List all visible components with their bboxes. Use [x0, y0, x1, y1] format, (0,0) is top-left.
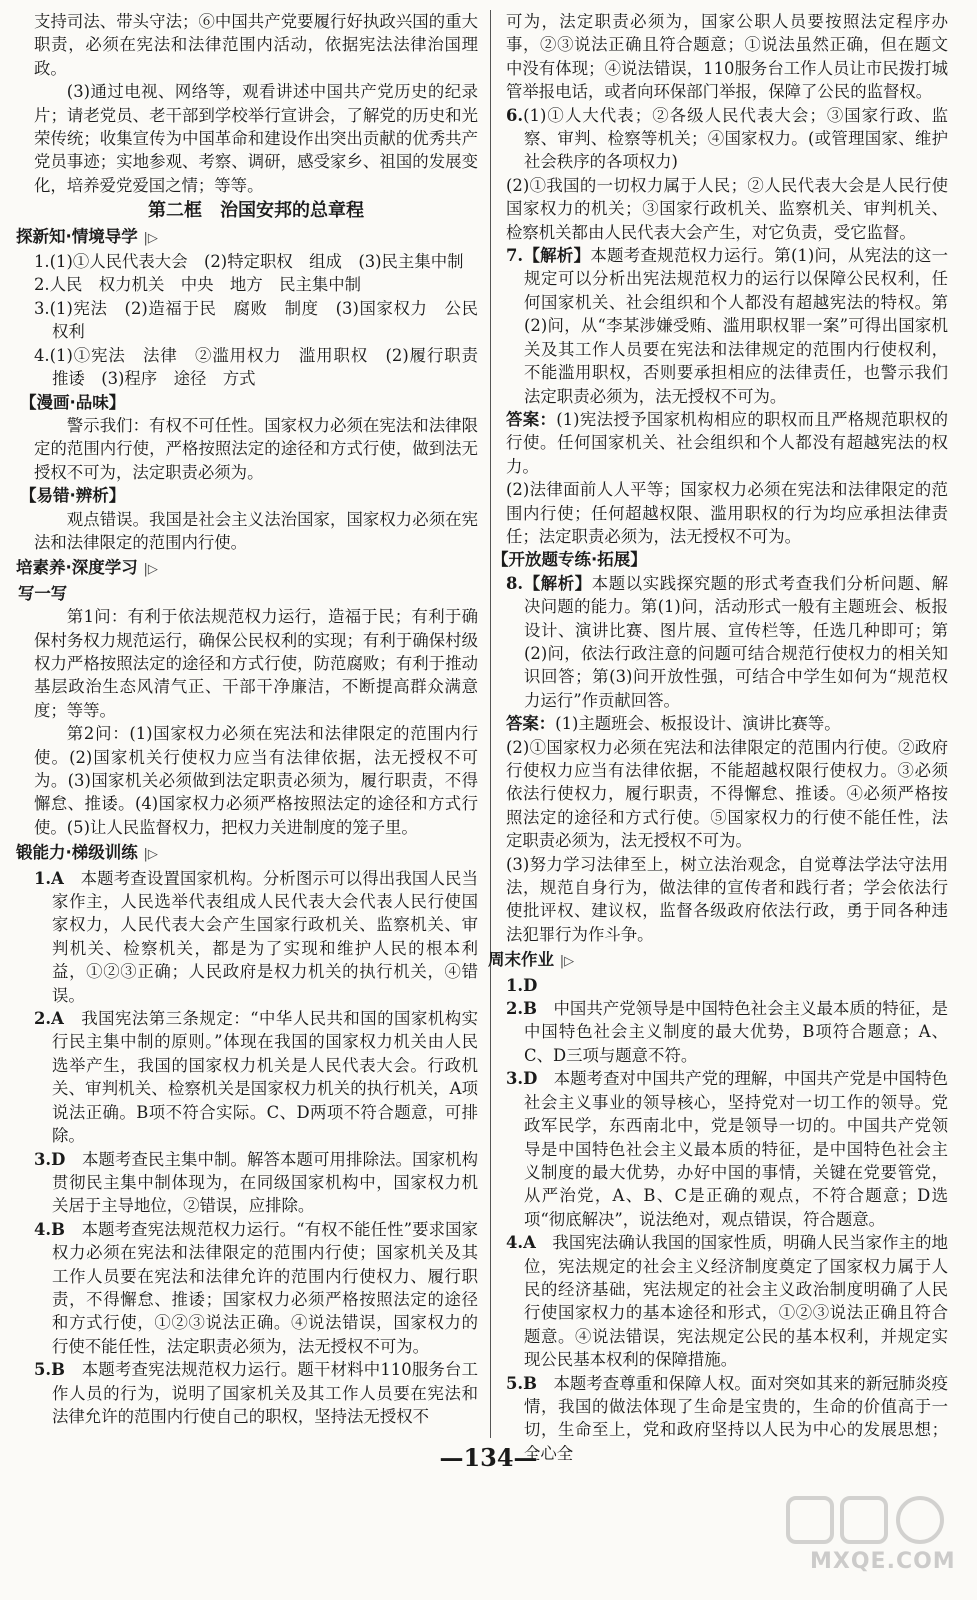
- paragraph: 第1问：有利于依法规范权力运行，造福于民；有利于确保村务权力规范运行，确保公民权利的实现；有利于确保村级权力严格按照法定的途径和方式行使，防范腐败；有利于推动基层政治生态风清气正、干部干净廉洁，不断提高群众满意度；等等。: [34, 607, 478, 720]
- answer-number: 1.A: [34, 868, 64, 888]
- answer-number: 7.: [506, 246, 524, 266]
- answer-number: 4.A: [506, 1233, 536, 1253]
- arrow-icon: |▷: [143, 230, 158, 246]
- paragraph: (3)通过电视、网络等，观看讲述中国共产党历史的纪录片；请老党员、老干部到学校举行宣讲会，了解党的历史和光荣传统；收集宣传为中国革命和建设作出突出贡献的优秀共产党员事迹；实地参观、考察、调研，感受家乡、祖国的发展变化，培养爱党爱国之情；等等。: [34, 82, 478, 195]
- right-column: [488, 10, 949, 1465]
- answer-number: 5.B: [506, 1373, 537, 1393]
- analysis-tag: 【解析】: [523, 246, 591, 266]
- answer-item: [506, 1231, 948, 1371]
- answer-item: [34, 1218, 478, 1358]
- answer-text: 本题考查设置国家机构。分析图示可以得出我国人民当家作主，人民选举代表组成人民代表大会代表人民行使国家权力，人民代表大会产生国家行政机关、监察机关、审判机关、检察机关，都是为了实现和维护人民的根本利益，①②③正确；人民政府是权力机关的执行机关，④错误。: [52, 868, 479, 1005]
- page-number: —134—: [439, 1443, 538, 1472]
- arrow-icon: |▷: [143, 847, 158, 863]
- answer-number: 3.D: [34, 1149, 66, 1169]
- section-heading-text: 周末作业: [488, 950, 554, 970]
- answer-number: 4.B: [34, 1219, 65, 1239]
- answer-item: [34, 867, 478, 1007]
- paragraph: (2)①国家权力必须在宪法和法律限定的范围内行使。②政府行使权力应当有法律依据，不能超越权限行使权力。③必须依法行使权力，履行职责，不得懈怠、推诿。④必须严格按照法定的途径和方式行使。⑤国家权力的行使不能任性，法定职责必须为，法无授权不可为。: [506, 737, 948, 851]
- answer-number: 2.B: [506, 999, 537, 1019]
- paragraph: 支持司法、带头守法；⑥中国共产党要履行好执政兴国的重大职责，必须在宪法和法律范围内活动，依据宪法法律治国理政。: [34, 12, 478, 78]
- answer-text: (1)①人大代表；②各级人民代表大会；③国家行政、监察、审判、检察等机关；④国家权力。(或管理国家、维护社会秩序的各项权力): [523, 105, 948, 172]
- paragraph: [506, 712, 948, 735]
- answer-text: (1)主题班会、板报设计、演讲比赛等。: [555, 714, 841, 734]
- answer-item: [506, 104, 948, 174]
- sub-heading: 写一写: [18, 583, 68, 603]
- column-divider: [490, 10, 491, 1438]
- section-heading: [16, 556, 478, 581]
- list-item: 4.(1)①宪法 法律 ②滥用权力 滥用职权 (2)履行职责 推诿 (3)程序 途径 方式: [34, 345, 495, 389]
- watermark-text: MXQE.COM: [810, 1549, 956, 1574]
- answer-text: 本题以实践探究题的形式考查我们分析问题、解决问题的能力。第(1)问，活动形式一般有主题班会、板报设计、演讲比赛、图片展、宣传栏等，任选几种即可；第(2)问，依法行政注意的问题可结合规范行使权力的相关知识回答；第(3)问开放性强，可结合中学生如何为“规范权力运行”作贡献回答。: [524, 573, 949, 710]
- paragraph: (3)努力学习法律至上，树立法治观念，自觉尊法学法守法用法，规范自身行为，做法律的宣传者和践行者；学会依法行使批评权、建议权，监督各级政府依法行政，勇于同各种违法犯罪行为作斗争。: [506, 854, 948, 944]
- answer-text: 本题考查宪法规范权力运行。题干材料中110服务台工作人员的行为，说明了国家机关及其工作人员要在宪法和法律允许的范围内行使自己的职权，坚持法无授权不: [52, 1360, 478, 1426]
- answer-text: (1)宪法授予国家机构相应的职权而且严格规范职权的行使。任何国家机关、社会组织和个人都没有超越宪法的权力。: [506, 409, 949, 476]
- paragraph: (2)①我国的一切权力属于人民；②人民代表大会是人民行使国家权力的机关；③国家行政机关、监察机关、审判机关、检察机关都由人民代表大会产生，对它负责，受它监督。: [506, 175, 948, 242]
- arrow-icon: |▷: [559, 954, 575, 970]
- bracket-heading: 【漫画·品味】: [20, 392, 126, 412]
- answer-text: 我国宪法第三条规定：“中华人民共和国的国家机构实行民主集中制的原则。”体现在我国的国家权力机关由人民选举产生，我国的国家权力机关是人民代表大会。行政机关、审判机关、检察机关是国家权力机关的执行机关，A项说法正确。B项不符合实际。C、D两项不符合题意，可排除。: [52, 1009, 478, 1146]
- answer-label: 答案：: [506, 714, 556, 734]
- list-item: 2.人民 权力机关 中央 地方 民主集中制: [34, 275, 362, 295]
- section-title: 第二框 治国安邦的总章程: [148, 200, 364, 222]
- paragraph: 第2问：(1)国家权力必须在宪法和法律限定的范围内行使。(2)国家机关行使权力应当有法律依据，法无授权不可为。(3)国家机关必须做到法定职责必须为，履行职责，不得懈怠、推诿。(4)国家权力必须严格按照法定的途径和方式行使。(5)让人民监督权力，把权力关进制度的笼子里。: [34, 724, 478, 837]
- paragraph: 观点错误。我国是社会主义法治国家，国家权力必须在宪法和法律限定的范围内行使。: [34, 509, 478, 552]
- answer-item: [506, 572, 948, 712]
- answer-text: 本题考查对中国共产党的理解，中国共产党是中国特色社会主义事业的领导核心，坚持党对一切工作的领导。党政军民学，东西南北中，党是领导一切的。中国共产党领导是中国特色社会主义最本质的特征，是中国特色社会主义制度的最大优势，办好中国的事情，关键在党要管党，从严治党，A、B、C是正确的观点，不符合题意；D选项“彻底解决”，说法绝对，观点错误，符合题意。: [524, 1069, 949, 1229]
- section-heading-text: 培素养·深度学习: [16, 558, 138, 578]
- answer-text: 中国共产党领导是中国特色社会主义最本质的特征，是中国特色社会主义制度的最大优势，B项符合题意；A、C、D三项与题意不符。: [524, 999, 949, 1065]
- watermark-logo: [780, 1492, 970, 1582]
- answer-item: [34, 1358, 478, 1428]
- bracket-heading: 【易错·辨析】: [20, 486, 126, 506]
- answer-text: 本题考查宪法规范权力运行。“有权不能任性”要求国家权力必须在宪法和法律限定的范围内行使；国家机关及其工作人员要在宪法和法律允许的范围内行使权力、履行职责，不得懈怠、推诿；国家权力必须严格按照法定的途径和方式行使，①②③说法正确。④说法错误，国家权力的行使不能任性，法定职责必须为，法无授权不可为。: [52, 1219, 479, 1356]
- list-item: 3.(1)宪法 (2)造福于民 腐败 制度 (3)国家权力 公民权利: [34, 298, 478, 342]
- answer-number: 8.: [506, 573, 524, 593]
- answer-item: [506, 997, 948, 1067]
- section-heading-text: 探新知·情境导学: [16, 226, 138, 246]
- answer-item: [506, 1067, 948, 1231]
- answer-text: 本题考查尊重和保障人权。面对突如其来的新冠肺炎疫情，我国的做法体现了生命是宝贵的，生命的价值高于一切，生命至上，党和政府坚持以人民为中心的发展思想；全心全: [524, 1373, 949, 1463]
- paragraph: (2)法律面前人人平等；国家权力必须在宪法和法律限定的范围内行使；任何超越权限、滥用职权的行为均应承担法律责任；法定职责必须为，法无授权不可为。: [506, 480, 948, 546]
- section-heading: [488, 948, 948, 973]
- answer-number: 6.: [506, 105, 524, 125]
- answer-text: 本题考查规范权力运行。第(1)问，从宪法的这一规定可以分析出宪法规范权力的运行以保障公民权利，任何国家机关、社会组织和个人都没有超越宪法的特权。第(2)问，从“李某涉嫌受贿、滥用职权罪一案”可得出国家机关及其工作人员要在宪法和法律规定的范围内行使权利，不能滥用职权，否则要承担相应的法律责任，也警示我们法定职责必须为，法无授权不可为。: [524, 246, 948, 406]
- answer-number: 5.B: [34, 1360, 65, 1380]
- left-column: [16, 10, 495, 1428]
- answer-text: 本题考查民主集中制。解答本题可用排除法。国家机构贯彻民主集中制体现为，在同级国家机构中，国家权力机关居于主导地位，②错误，应排除。: [52, 1149, 479, 1216]
- answer-label: 答案：: [506, 409, 557, 429]
- answer-number: 2.A: [34, 1009, 64, 1029]
- answer-item: [34, 1148, 478, 1218]
- bracket-heading: 【开放题专练·拓展】: [492, 550, 647, 570]
- section-heading: [16, 225, 478, 250]
- answer-number: 3.D: [506, 1069, 538, 1089]
- paragraph: 警示我们：有权不可任性。国家权力必须在宪法和法律限定的范围内行使，严格按照法定的途径和方式行使，做到法无授权不可为，法定职责必须为。: [34, 415, 478, 482]
- answer-item: [34, 1007, 478, 1147]
- analysis-tag: 【解析】: [523, 573, 592, 593]
- arrow-icon: |▷: [143, 562, 158, 578]
- watermark-icon: [780, 1492, 970, 1552]
- section-heading-text: 锻能力·梯级训练: [16, 843, 138, 863]
- section-heading: [16, 841, 478, 866]
- paragraph: 可为，法定职责必须为，国家公职人员要按照法定程序办事，②③说法正确且符合题意；①说法虽然正确，但在题文中没有体现；④说法错误，110服务台工作人员让市民拨打城管举报电话，或者向环保部门举报，保障了公民的监督权。: [506, 12, 948, 102]
- answer-item: [506, 974, 948, 997]
- paragraph: [506, 408, 948, 478]
- answer-item: [506, 244, 948, 408]
- answer-number: 1.D: [506, 975, 538, 995]
- list-item: 1.(1)①人民代表大会 (2)特定职权 组成 (3)民主集中制: [34, 252, 464, 272]
- answer-text: 我国宪法确认我国的国家性质，明确人民当家作主的地位，宪法规定的社会主义经济制度奠定了国家权力属于人民的经济基础，宪法规定的社会主义政治制度明确了人民行使国家权力的基本途径和形式，①②③说法正确且符合题意。④说法错误，宪法规定公民的基本权利，并规定实现公民基本权利的保障措施。: [524, 1233, 949, 1370]
